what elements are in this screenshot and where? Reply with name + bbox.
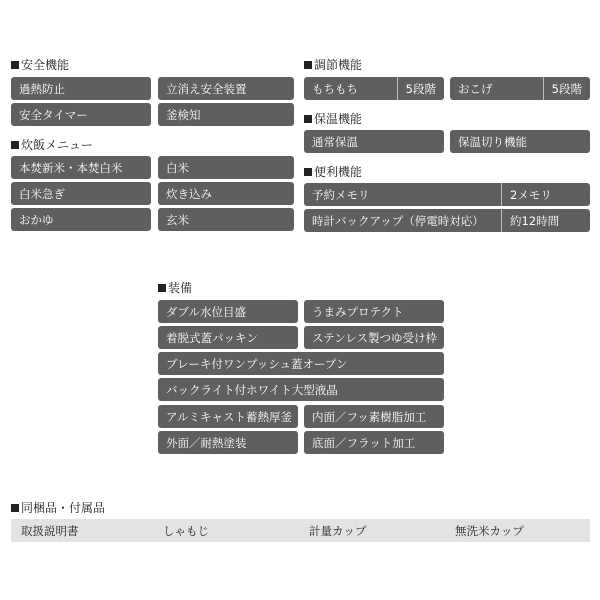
equipment-item: ステンレス製つゆ受け枠: [304, 326, 444, 349]
keep-warm-title: 保温機能: [314, 112, 363, 126]
equipment-item: ダブル水位目盛: [158, 300, 298, 323]
safety-item: 過熱防止: [11, 77, 151, 100]
equipment-heading: [158, 281, 192, 295]
safety-title: 安全機能: [21, 58, 70, 72]
cooking-menu-item: 炊き込み: [158, 182, 294, 205]
safety-item: 安全タイマー: [11, 103, 151, 126]
square-bullet-icon: [11, 61, 19, 69]
convenience-item-label: 時計バックアップ（停電時対応）: [312, 213, 484, 228]
cooking-menu-item: 白米: [158, 156, 294, 179]
square-bullet-icon: [11, 141, 19, 149]
adjust-title: 調節機能: [314, 58, 363, 72]
square-bullet-icon: [11, 504, 19, 512]
equipment-item: アルミキャスト蓄熱厚釜: [158, 405, 298, 428]
convenience-item-value: 約12時間: [501, 209, 590, 232]
equipment-item: ブレーキ付ワンプッシュ蓋オープン: [158, 352, 444, 375]
adjust-item-label: おこげ: [458, 81, 493, 96]
equipment-item: 着脱式蓋パッキン: [158, 326, 298, 349]
adjust-item-label: もちもち: [312, 81, 358, 96]
square-bullet-icon: [304, 115, 312, 123]
adjust-heading: [304, 58, 362, 72]
keep-warm-item: 保温切り機能: [450, 130, 590, 153]
convenience-heading: [304, 165, 362, 179]
cooking-menu-item: 白米急ぎ: [11, 182, 151, 205]
cooking-menu-heading: [11, 138, 93, 152]
accessory-item: 計量カップ: [309, 523, 367, 538]
adjust-item-value: 5段階: [543, 77, 590, 100]
cooking-menu-title: 炊飯メニュー: [21, 138, 94, 152]
convenience-item: [304, 183, 590, 206]
accessory-item: 無洗米カップ: [455, 523, 524, 538]
safety-item: 立消え安全装置: [158, 77, 294, 100]
equipment-item: 外面／耐熱塗装: [158, 431, 298, 454]
equipment-item: うまみプロテクト: [304, 300, 444, 323]
cooking-menu-item: おかゆ: [11, 208, 151, 231]
convenience-item-value: 2メモリ: [501, 183, 590, 206]
accessory-item: しゃもじ: [163, 523, 209, 538]
accessories-heading: [11, 501, 105, 515]
equipment-item: 内面／フッ素樹脂加工: [304, 405, 444, 428]
equipment-title: 装備: [168, 281, 193, 295]
square-bullet-icon: [304, 168, 312, 176]
cooking-menu-item: 玄米: [158, 208, 294, 231]
adjust-item-value: 5段階: [397, 77, 444, 100]
convenience-title: 便利機能: [314, 165, 363, 179]
cooking-menu-item: 本焚新米・本焚白米: [11, 156, 151, 179]
safety-item: 釜検知: [158, 103, 294, 126]
square-bullet-icon: [304, 61, 312, 69]
square-bullet-icon: [158, 284, 166, 292]
accessory-item: 取扱説明書: [21, 523, 79, 538]
convenience-item-label: 予約メモリ: [312, 187, 370, 202]
safety-heading: [11, 58, 69, 72]
keep-warm-item: 通常保温: [304, 130, 444, 153]
equipment-item: バックライト付ホワイト大型液晶: [158, 378, 444, 401]
keep-warm-heading: [304, 112, 362, 126]
adjust-item: [450, 77, 590, 100]
convenience-item: [304, 209, 590, 232]
accessories-title: 同梱品・付属品: [21, 501, 106, 515]
accessories-row: [11, 519, 590, 542]
adjust-item: [304, 77, 444, 100]
equipment-item: 底面／フラット加工: [304, 431, 444, 454]
